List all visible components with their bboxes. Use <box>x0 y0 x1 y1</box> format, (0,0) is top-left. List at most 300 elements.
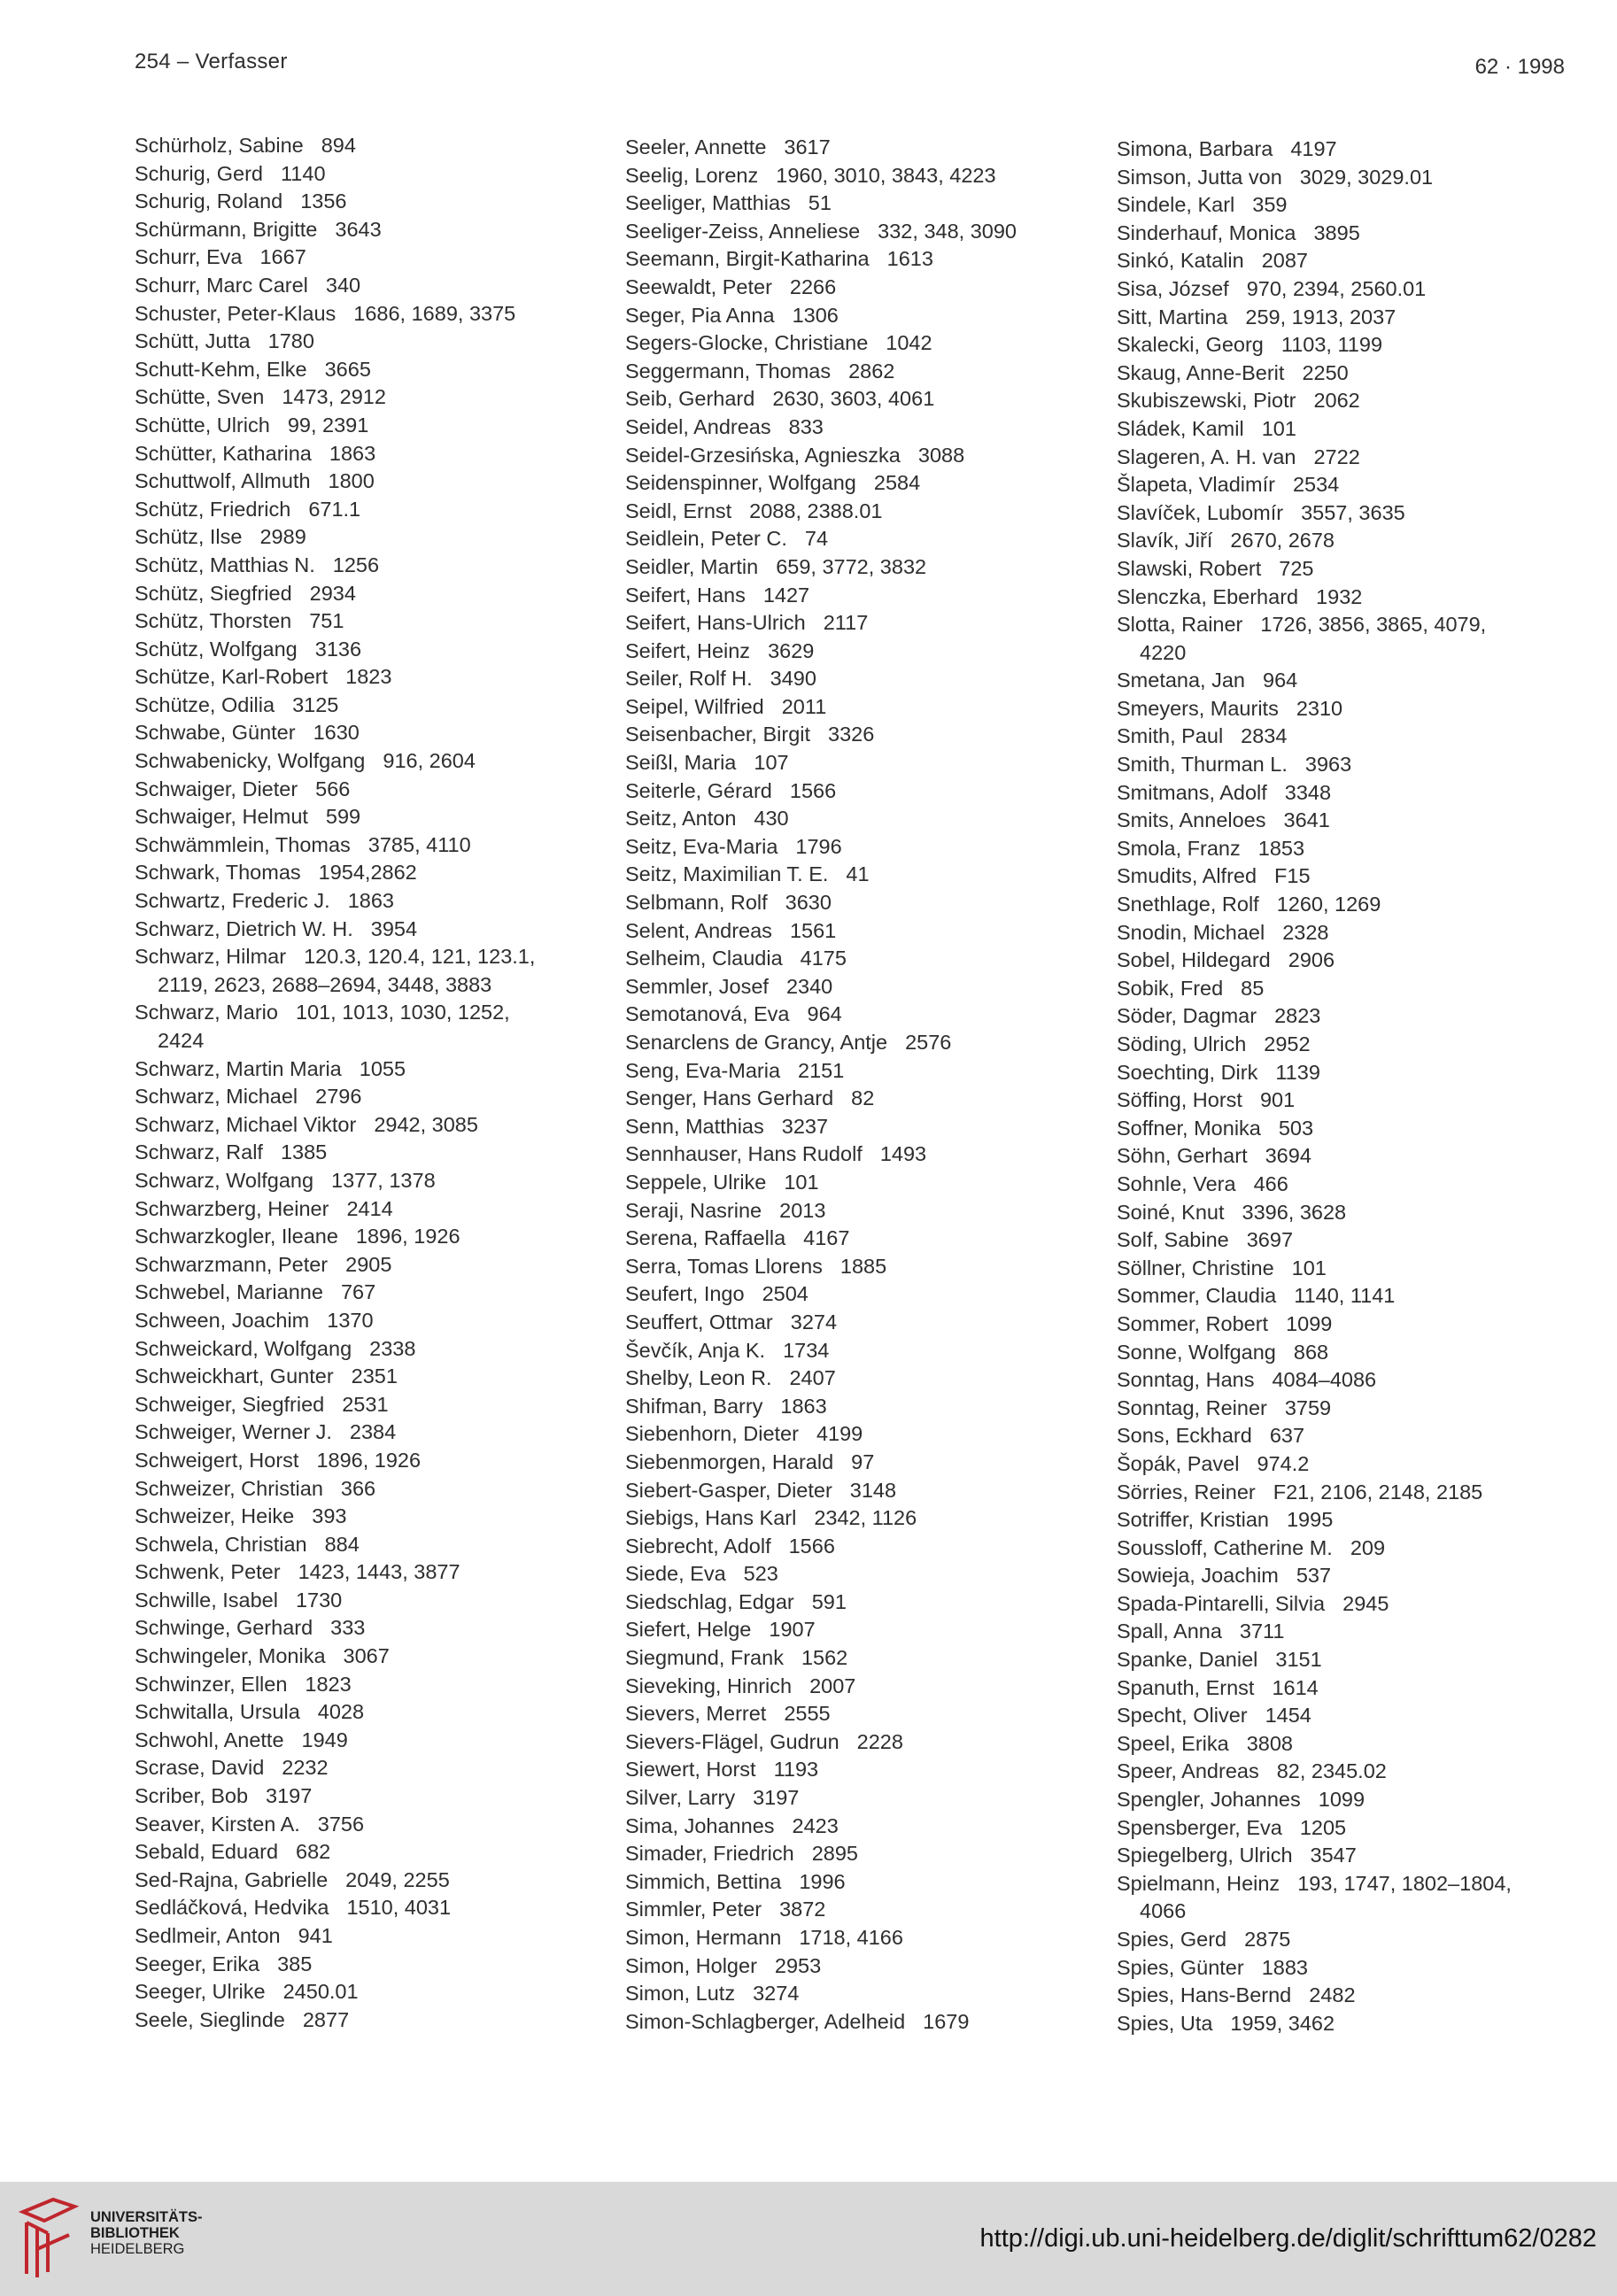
author-name: Siedschlag, Edgar <box>625 1589 794 1613</box>
index-entry <box>135 132 595 160</box>
index-entry <box>135 440 595 468</box>
entry-references: 2250 <box>1302 360 1349 384</box>
author-name: Sohnle, Vera <box>1117 1171 1236 1195</box>
index-entry <box>135 1558 595 1587</box>
index-entry <box>135 1782 595 1811</box>
author-name: Senarclens de Grancy, Antje <box>625 1031 888 1054</box>
index-entry <box>1117 1479 1577 1507</box>
author-name: Sobel, Hildegard <box>1117 948 1271 972</box>
index-entry <box>135 1503 595 1531</box>
author-name: Seidler, Martin <box>625 554 759 578</box>
entry-references: 1954,2862 <box>318 861 417 885</box>
author-name: Schwingeler, Monika <box>135 1644 326 1668</box>
author-name: Siefert, Helge <box>625 1618 752 1642</box>
index-entry <box>625 1197 1086 1225</box>
index-entry <box>135 1447 595 1475</box>
entry-references: 2266 <box>789 274 837 298</box>
author-name: Semmler, Josef <box>625 974 769 998</box>
author-name: Sommer, Robert <box>1117 1311 1269 1335</box>
author-name: Sonne, Wolfgang <box>1117 1340 1276 1364</box>
index-entry <box>625 2008 1086 2037</box>
index-entry <box>135 468 595 496</box>
author-name: Slotta, Rainer <box>1117 613 1243 637</box>
author-name: Speer, Andreas <box>1117 1759 1259 1783</box>
author-name: Seiterle, Gérard <box>625 778 772 802</box>
index-entry <box>1117 1954 1577 1983</box>
author-name: Seib, Gerhard <box>625 387 755 411</box>
index-entry <box>1117 1814 1577 1843</box>
entry-references: 884 <box>324 1532 360 1556</box>
entry-references: 385 <box>277 1952 313 1975</box>
entry-references: 964 <box>807 1002 842 1026</box>
author-name: Spies, Gerd <box>1117 1928 1227 1951</box>
index-entry <box>625 1280 1086 1309</box>
index-entry <box>1117 891 1577 919</box>
author-name: Siede, Eva <box>625 1562 726 1586</box>
author-name: Slageren, A. H. van <box>1117 445 1296 468</box>
index-entry <box>625 1057 1086 1086</box>
entry-references: 3711 <box>1239 1620 1285 1643</box>
entry-references: 2555 <box>784 1702 831 1726</box>
entry-references: 2232 <box>282 1756 329 1780</box>
author-name: Sieveking, Hinrich <box>625 1674 793 1697</box>
entry-references: 2862 <box>848 359 895 383</box>
index-entry <box>135 160 595 189</box>
index-entry <box>625 1001 1086 1029</box>
library-name <box>90 2209 203 2257</box>
entry-references: 503 <box>1278 1116 1314 1140</box>
index-entry <box>625 189 1086 218</box>
author-name: Schwarz, Hilmar <box>135 945 287 969</box>
entry-references: 1959, 3462 <box>1230 2011 1335 2035</box>
entry-references: 2310 <box>1296 696 1343 720</box>
author-name: Spies, Uta <box>1117 2011 1213 2035</box>
author-name: Schuttwolf, Allmuth <box>135 469 311 493</box>
author-name: Spanke, Daniel <box>1117 1648 1258 1672</box>
author-name: Soiné, Knut <box>1117 1200 1225 1224</box>
entry-references: 2088, 2388.01 <box>749 499 883 522</box>
running-header-volume: 62 · 1998 <box>1474 55 1565 79</box>
entry-references: 340 <box>325 273 361 297</box>
entry-references: 2228 <box>856 1729 903 1753</box>
index-entry <box>1117 2010 1577 2038</box>
author-name: Schütte, Sven <box>135 385 265 409</box>
index-entry <box>625 1616 1086 1644</box>
entry-references: 3785, 4110 <box>368 832 471 856</box>
author-name: Schwarz, Wolfgang <box>135 1168 314 1192</box>
index-entry <box>625 1673 1086 1701</box>
author-name: Sowieja, Joachim <box>1117 1564 1279 1588</box>
index-entry <box>1117 1086 1577 1115</box>
running-header-title: 254 – Verfasser <box>135 50 288 73</box>
index-entry <box>625 1924 1086 1952</box>
index-entry <box>625 1225 1086 1253</box>
author-name: Spall, Anna <box>1117 1620 1222 1643</box>
index-entry <box>135 1643 595 1671</box>
author-name: Senn, Matthias <box>625 1114 764 1138</box>
entry-references: 974.2 <box>1257 1451 1310 1475</box>
entry-references: 3665 <box>324 357 371 381</box>
index-entry <box>135 1587 595 1615</box>
author-name: Schweizer, Christian <box>135 1476 323 1500</box>
entry-references-continued: 2119, 2623, 2688–2694, 3448, 3883 <box>158 972 492 996</box>
entry-references: 333 <box>330 1616 366 1640</box>
author-name: Schütz, Ilse <box>135 525 243 549</box>
entry-references: 1256 <box>332 553 380 576</box>
index-entry <box>1117 1758 1577 1786</box>
index-entry <box>1117 247 1577 275</box>
university-library-logo-icon <box>18 2196 80 2281</box>
index-entry <box>135 1167 595 1195</box>
index-entry <box>1117 1562 1577 1590</box>
author-name: Sedláčková, Hedvika <box>135 1896 329 1920</box>
entry-references: 1377, 1378 <box>331 1168 436 1192</box>
index-entry <box>625 414 1086 442</box>
entry-references: 107 <box>754 751 789 775</box>
entry-references: 2007 <box>809 1674 856 1697</box>
entry-references: 51 <box>808 191 832 215</box>
entry-references: 1960, 3010, 3843, 4223 <box>776 163 996 187</box>
entry-references: 566 <box>315 777 351 800</box>
author-name: Simon, Lutz <box>625 1982 736 2006</box>
entry-references: 1949 <box>301 1728 348 1751</box>
index-entry <box>625 1868 1086 1897</box>
entry-references: 2011 <box>781 694 827 718</box>
index-entry <box>1117 1926 1577 1954</box>
index-entry <box>1117 1842 1577 1870</box>
author-name: Siegmund, Frank <box>625 1646 784 1670</box>
index-entry <box>135 1838 595 1867</box>
index-entry <box>135 1307 595 1335</box>
index-entry <box>1117 1618 1577 1646</box>
index-entry <box>1117 191 1577 220</box>
author-name: Seifert, Heinz <box>625 638 751 662</box>
author-name: Serra, Tomas Llorens <box>625 1254 823 1278</box>
index-entry <box>625 721 1086 749</box>
index-entry <box>1117 220 1577 248</box>
index-entry <box>135 859 595 887</box>
entry-references: 2328 <box>1282 920 1329 944</box>
index-entry <box>1117 1142 1577 1171</box>
index-entry <box>135 719 595 747</box>
entry-references: 1473, 2912 <box>282 385 386 409</box>
entry-references: 2087 <box>1261 249 1308 273</box>
index-entry <box>625 469 1086 498</box>
author-name: Schwark, Thomas <box>135 861 301 885</box>
entry-references: 1885 <box>839 1254 887 1278</box>
author-name: Simon, Hermann <box>625 1926 782 1949</box>
entry-references: 2906 <box>1288 948 1335 972</box>
author-name: Seipel, Wilfried <box>625 694 764 718</box>
author-name: Schwämmlein, Thomas <box>135 832 351 856</box>
author-name: Smits, Anneloes <box>1117 808 1266 832</box>
author-name: Skaug, Anne-Berit <box>1117 360 1285 384</box>
author-name: Spengler, Johannes <box>1117 1788 1301 1812</box>
index-entry <box>625 1140 1086 1169</box>
author-name: Smetana, Jan <box>1117 669 1246 692</box>
entry-references: 3326 <box>828 723 875 746</box>
entry-references: 868 <box>1293 1340 1329 1364</box>
entry-references: 99, 2391 <box>287 413 369 437</box>
index-entry <box>1117 1171 1577 1199</box>
author-name: Sievers-Flägel, Gudrun <box>625 1729 839 1753</box>
entry-references: 523 <box>743 1562 778 1586</box>
index-entry <box>135 607 595 636</box>
entry-references: 3274 <box>753 1982 800 2006</box>
author-name: Ševčík, Anja K. <box>625 1338 766 1362</box>
author-name: Schütz, Friedrich <box>135 497 291 521</box>
entry-references: 1099 <box>1286 1311 1333 1335</box>
entry-references: 2834 <box>1241 724 1288 748</box>
entry-references: 82, 2345.02 <box>1276 1759 1387 1783</box>
author-name: Seitz, Anton <box>625 807 737 831</box>
author-name: Soussloff, Catherine M. <box>1117 1535 1333 1559</box>
index-entry <box>1117 1002 1577 1031</box>
entry-references: 2450.01 <box>282 1980 359 2004</box>
index-entry <box>135 636 595 664</box>
index-entry <box>1117 499 1577 528</box>
source-url-link[interactable]: http://digi.ub.uni-heidelberg.de/diglit/schrifttum62/0282 <box>979 2224 1597 2253</box>
entry-references: 2934 <box>309 581 356 605</box>
author-name: Schütt, Jutta <box>135 329 251 353</box>
author-name: Schwarz, Martin Maria <box>135 1056 342 1080</box>
index-entry <box>1117 947 1577 975</box>
author-name: Snodin, Michael <box>1117 920 1265 944</box>
author-name: Schwarz, Dietrich W. H. <box>135 916 353 940</box>
index-entry <box>135 887 595 916</box>
index-entry <box>625 358 1086 386</box>
author-name: Söding, Ulrich <box>1117 1032 1247 1055</box>
author-name: Seufert, Ingo <box>625 1282 745 1306</box>
entry-references: 430 <box>754 807 789 831</box>
entry-references: 1042 <box>886 331 932 355</box>
index-entry <box>135 412 595 440</box>
index-entry <box>135 2006 595 2035</box>
author-name: Smudits, Alfred <box>1117 864 1257 888</box>
entry-references: 3643 <box>335 217 382 241</box>
index-entry <box>135 1223 595 1251</box>
author-name: Smeyers, Maurits <box>1117 696 1279 720</box>
author-name: Sebald, Eduard <box>135 1840 279 1864</box>
index-entry <box>1117 1282 1577 1310</box>
author-name: Schwela, Christian <box>135 1532 307 1556</box>
index-entry <box>1117 1366 1577 1395</box>
author-name: Sobik, Fred <box>1117 976 1224 1000</box>
author-name: Schurr, Marc Carel <box>135 273 308 297</box>
entry-references: 120.3, 120.4, 121, 123.1, <box>304 945 536 969</box>
entry-references: 1896, 1926 <box>316 1448 422 1472</box>
author-name: Senger, Hans Gerhard <box>625 1086 834 1110</box>
entry-references: 85 <box>1241 976 1265 1000</box>
index-entry <box>1117 1870 1577 1898</box>
index-entry <box>135 1363 595 1391</box>
index-entry <box>135 1754 595 1782</box>
entry-references: 2945 <box>1342 1591 1389 1615</box>
index-entry <box>135 1419 595 1447</box>
author-name: Seitz, Eva-Maria <box>625 834 778 858</box>
index-entry <box>135 663 595 692</box>
entry-references: 3125 <box>292 692 339 716</box>
index-entry <box>625 1420 1086 1449</box>
index-entry <box>625 973 1086 1001</box>
author-name: Seidlein, Peter C. <box>625 527 787 551</box>
index-entry <box>625 1756 1086 1784</box>
entry-references-continued: 4066 <box>1140 1899 1187 1923</box>
index-entry <box>1117 1310 1577 1339</box>
index-column-2 <box>625 134 1086 2036</box>
author-name: Specht, Oliver <box>1117 1704 1248 1728</box>
author-name: Skalecki, Georg <box>1117 333 1264 357</box>
entry-references-continued: 4220 <box>1140 640 1187 664</box>
entry-references: 1796 <box>795 834 842 858</box>
author-name: Slawski, Robert <box>1117 556 1262 580</box>
author-name: Seidl, Ernst <box>625 499 732 522</box>
index-entry <box>1117 1115 1577 1143</box>
author-name: Seng, Eva-Maria <box>625 1058 781 1082</box>
index-entry <box>625 1113 1086 1141</box>
index-entry <box>625 1952 1086 1981</box>
index-entry <box>625 805 1086 833</box>
entry-references: 3490 <box>770 667 816 691</box>
author-name: Schütz, Matthias N. <box>135 553 315 576</box>
entry-references: 1306 <box>792 303 839 327</box>
author-name: Šopák, Pavel <box>1117 1451 1240 1475</box>
entry-references: 4197 <box>1290 137 1337 160</box>
entry-references-continued: 2424 <box>158 1029 205 1052</box>
entry-references: 2151 <box>798 1058 845 1082</box>
entry-references: 101, 1013, 1030, 1252, <box>295 1001 510 1024</box>
author-name: Schutt-Kehm, Elke <box>135 357 307 381</box>
author-name: Soechting, Dirk <box>1117 1060 1258 1084</box>
index-entry <box>135 1195 595 1224</box>
author-name: Schweickard, Wolfgang <box>135 1336 352 1360</box>
index-entry <box>135 1391 595 1419</box>
entry-references: 1863 <box>347 889 394 913</box>
index-entry <box>135 916 595 944</box>
entry-references: 3617 <box>784 135 831 158</box>
author-name: Seraji, Nasrine <box>625 1198 762 1222</box>
author-name: Smola, Franz <box>1117 836 1241 860</box>
index-entry <box>625 1169 1086 1197</box>
author-name: Shelby, Leon R. <box>625 1366 772 1390</box>
entry-references: 1907 <box>769 1618 816 1642</box>
entry-references: 4175 <box>800 947 847 970</box>
author-name: Schütz, Wolfgang <box>135 637 298 661</box>
index-entry <box>625 889 1086 917</box>
index-entry <box>625 945 1086 973</box>
entry-references: 964 <box>1263 669 1298 692</box>
entry-references: 193, 1747, 1802–1804, <box>1297 1871 1512 1895</box>
entry-references: 3630 <box>785 891 832 915</box>
entry-references: 2952 <box>1264 1032 1311 1055</box>
entry-references: 3557, 3635 <box>1301 500 1405 524</box>
entry-references: 259, 1913, 2037 <box>1245 305 1396 329</box>
entry-references: 2423 <box>792 1813 839 1837</box>
index-entry <box>625 1393 1086 1421</box>
index-entry <box>135 1614 595 1643</box>
index-entry <box>1117 835 1577 863</box>
index-entry <box>1117 1590 1577 1619</box>
author-name: Silver, Larry <box>625 1786 736 1810</box>
entry-references: 3547 <box>1310 1844 1357 1867</box>
entry-references: F21, 2106, 2148, 2185 <box>1273 1480 1483 1504</box>
index-entry <box>625 582 1086 610</box>
author-name: Schwabenicky, Wolfgang <box>135 749 366 773</box>
entry-references: 1883 <box>1261 1955 1308 1979</box>
author-name: Segers-Glocke, Christiane <box>625 331 869 355</box>
entry-references: 4199 <box>816 1422 863 1446</box>
index-entry <box>135 1475 595 1504</box>
entry-references: 332, 348, 3090 <box>878 219 1017 243</box>
index-entry <box>625 1253 1086 1281</box>
index-entry <box>625 917 1086 946</box>
entry-references: 2340 <box>785 974 833 998</box>
index-entry <box>625 329 1086 358</box>
index-entry <box>135 383 595 412</box>
entry-references: 1356 <box>300 189 347 213</box>
index-entry <box>625 218 1086 246</box>
author-name: Seuffert, Ottmar <box>625 1310 773 1334</box>
entry-references: 1055 <box>359 1056 406 1080</box>
index-entry <box>625 1644 1086 1673</box>
entry-references: 2384 <box>349 1420 397 1444</box>
author-name: Schwartz, Frederic J. <box>135 889 330 913</box>
author-name: Spielmann, Heinz <box>1117 1871 1280 1895</box>
library-name-line-2: BIBLIOTHEK <box>90 2225 180 2241</box>
author-name: Sörries, Reiner <box>1117 1480 1256 1504</box>
entry-references: 2062 <box>1313 389 1360 413</box>
index-entry <box>1117 555 1577 584</box>
index-entry <box>1117 387 1577 415</box>
entry-references: 1562 <box>801 1646 848 1670</box>
author-name: Seisenbacher, Birgit <box>625 723 811 746</box>
author-name: Schurig, Gerd <box>135 161 263 185</box>
author-name: Seitz, Maximilian T. E. <box>625 862 829 886</box>
author-name: Seewaldt, Peter <box>625 274 772 298</box>
entry-references: 1780 <box>267 329 314 353</box>
entry-references: 3872 <box>779 1898 826 1921</box>
index-entry <box>1117 275 1577 304</box>
index-entry <box>1117 1674 1577 1703</box>
index-entry <box>1117 1255 1577 1283</box>
index-entry <box>135 1978 595 2006</box>
author-name: Sedlmeir, Anton <box>135 1924 281 1947</box>
author-name: Seeger, Ulrike <box>135 1980 266 2004</box>
index-entry <box>135 943 595 971</box>
index-entry <box>135 1055 595 1084</box>
author-name: Semotanová, Eva <box>625 1002 790 1026</box>
entry-references: 637 <box>1269 1424 1305 1448</box>
entry-references: 1140, 1141 <box>1294 1284 1396 1308</box>
author-name: Schütze, Odilia <box>135 692 275 716</box>
author-name: Schweiger, Werner J. <box>135 1420 332 1444</box>
author-name: Schwille, Isabel <box>135 1588 278 1612</box>
author-name: Schwohl, Anette <box>135 1728 284 1751</box>
author-name: Spanuth, Ernst <box>1117 1675 1255 1699</box>
author-name: Schwarzmann, Peter <box>135 1252 329 1276</box>
index-entry <box>625 1784 1086 1813</box>
index-entry <box>135 1335 595 1364</box>
index-entry <box>1117 471 1577 499</box>
author-name: Spies, Hans-Bernd <box>1117 1983 1292 2007</box>
author-name: Solf, Sabine <box>1117 1228 1229 1252</box>
author-name: Schwebel, Marianne <box>135 1280 323 1304</box>
index-entry <box>135 580 595 608</box>
entry-references: F15 <box>1274 864 1311 888</box>
index-entry <box>135 1867 595 1895</box>
index-entry <box>625 693 1086 722</box>
entry-references: 2877 <box>302 2007 350 2031</box>
